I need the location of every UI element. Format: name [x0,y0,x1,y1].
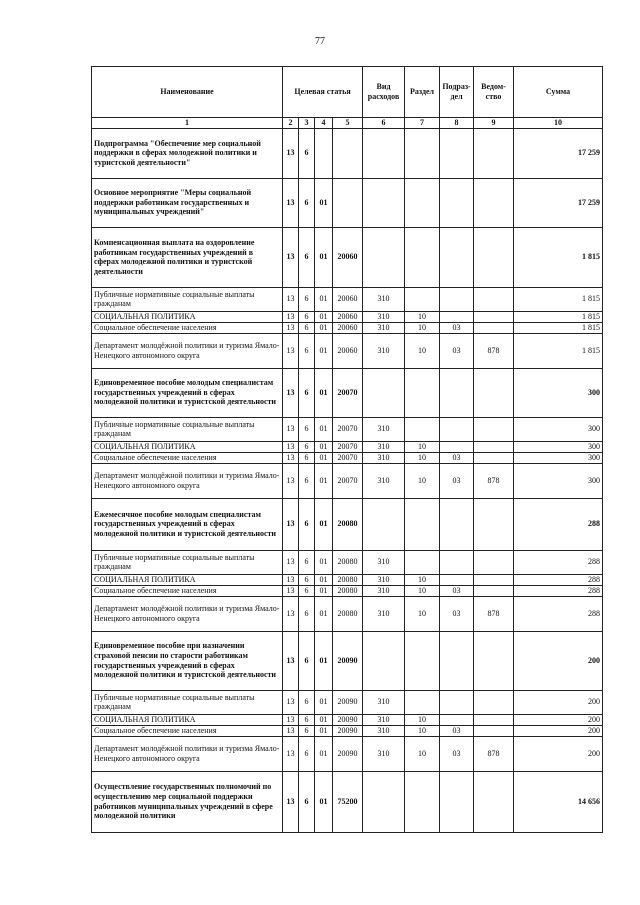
table-row [92,463,603,498]
row-code-c5: 20080 [333,498,363,550]
table-row [92,368,603,417]
page-number: 77 [315,36,325,47]
row-code-c2: 13 [283,311,299,322]
row-code-c2: 13 [283,227,299,287]
row-code-c8 [440,714,474,725]
row-name: Публичные нормативные социальные выплаты гражданам [92,417,283,441]
row-code-c9 [474,550,514,574]
row-code-c9 [474,227,514,287]
row-code-c2: 13 [283,631,299,690]
row-code-c9 [474,368,514,417]
row-code-c4: 01 [315,368,333,417]
column-number-cell: 10 [514,118,603,129]
row-code-c6: 310 [363,725,405,736]
table-body [92,128,603,832]
row-code-c7: 10 [405,322,440,333]
row-code-c8 [440,498,474,550]
row-code-c5: 20090 [333,690,363,714]
row-name: Компенсационная выплата на оздоровление работникам государственных учреждений в сферах молодежной политики и туристской деятельности [92,227,283,287]
row-name: Основное мероприятие "Меры социальной поддержки работникам государственных и муниципальных учреждений" [92,178,283,227]
table-row [92,574,603,585]
row-amount: 300 [514,368,603,417]
row-code-c4: 01 [315,736,333,771]
header-target-article: Целевая статья [283,67,363,118]
row-code-c6: 310 [363,417,405,441]
row-code-c3: 6 [299,452,315,463]
row-code-c8 [440,178,474,227]
row-code-c5: 20060 [333,287,363,311]
row-code-c6: 310 [363,311,405,322]
row-amount: 300 [514,417,603,441]
row-code-c5: 20080 [333,585,363,596]
row-code-c9 [474,128,514,178]
row-code-c8 [440,631,474,690]
row-code-c7: 10 [405,574,440,585]
row-name: Социальное обеспечение населения [92,452,283,463]
row-code-c6 [363,227,405,287]
row-code-c4: 01 [315,690,333,714]
row-code-c4: 01 [315,322,333,333]
row-code-c6 [363,368,405,417]
row-code-c5: 20080 [333,596,363,631]
column-number-cell: 5 [333,118,363,129]
row-code-c9 [474,417,514,441]
row-amount: 1 815 [514,227,603,287]
row-code-c5: 75200 [333,771,363,832]
row-code-c3: 6 [299,463,315,498]
table-row [92,322,603,333]
row-code-c5: 20080 [333,574,363,585]
row-name: Публичные нормативные социальные выплаты гражданам [92,550,283,574]
row-code-c3: 6 [299,550,315,574]
row-name: СОЦИАЛЬНАЯ ПОЛИТИКА [92,441,283,452]
row-code-c8: 03 [440,322,474,333]
row-code-c3: 6 [299,596,315,631]
row-name: Социальное обеспечение населения [92,585,283,596]
row-code-c9: 878 [474,333,514,368]
row-name: СОЦИАЛЬНАЯ ПОЛИТИКА [92,311,283,322]
row-code-c3: 6 [299,771,315,832]
row-code-c9 [474,441,514,452]
row-name: Публичные нормативные социальные выплаты гражданам [92,287,283,311]
row-code-c3: 6 [299,227,315,287]
row-code-c2: 13 [283,585,299,596]
table-row [92,631,603,690]
row-code-c4 [315,128,333,178]
table-row [92,585,603,596]
row-code-c9 [474,574,514,585]
row-code-c8: 03 [440,596,474,631]
row-code-c8: 03 [440,725,474,736]
row-code-c7: 10 [405,736,440,771]
row-code-c2: 13 [283,690,299,714]
row-code-c2: 13 [283,441,299,452]
row-code-c2: 13 [283,736,299,771]
row-code-c8 [440,311,474,322]
row-code-c8 [440,574,474,585]
row-code-c5: 20090 [333,631,363,690]
row-amount: 288 [514,596,603,631]
table-row [92,550,603,574]
row-amount: 288 [514,498,603,550]
row-code-c2: 13 [283,596,299,631]
row-code-c7: 10 [405,596,440,631]
row-name: Социальное обеспечение населения [92,322,283,333]
row-code-c8 [440,287,474,311]
table-row [92,690,603,714]
row-code-c6: 310 [363,736,405,771]
row-code-c3: 6 [299,322,315,333]
table-row [92,771,603,832]
row-code-c3: 6 [299,498,315,550]
row-code-c5: 20060 [333,333,363,368]
row-code-c5: 20090 [333,714,363,725]
row-code-c5: 20090 [333,725,363,736]
row-code-c4: 01 [315,287,333,311]
header-department: Ведом-ство [474,67,514,118]
table-row [92,725,603,736]
table-row [92,714,603,725]
row-amount: 200 [514,736,603,771]
row-name: Департамент молодёжной политики и туризма Ямало-Ненецкого автономного округа [92,596,283,631]
row-name: Социальное обеспечение населения [92,725,283,736]
row-code-c2: 13 [283,452,299,463]
row-code-c7 [405,178,440,227]
row-code-c4: 01 [315,596,333,631]
row-code-c4: 01 [315,725,333,736]
row-code-c6 [363,631,405,690]
row-code-c2: 13 [283,287,299,311]
row-code-c7 [405,631,440,690]
row-amount: 17 259 [514,128,603,178]
row-code-c5: 20070 [333,417,363,441]
row-code-c7: 10 [405,714,440,725]
row-code-c7 [405,128,440,178]
row-code-c6 [363,178,405,227]
row-name: Департамент молодёжной политики и туризма Ямало-Ненецкого автономного округа [92,463,283,498]
row-code-c3: 6 [299,585,315,596]
row-name: Единовременное пособие молодым специалистам государственных учреждений в сферах молодежной политики и туристской деятельности [92,368,283,417]
row-code-c4: 01 [315,441,333,452]
column-number-cell: 4 [315,118,333,129]
row-code-c5: 20090 [333,736,363,771]
row-code-c3: 6 [299,714,315,725]
row-code-c7 [405,417,440,441]
row-name: Осуществление государственных полномочий по осуществлению мер социальной поддержки работников муниципальных учреждений в сфере молодежной политики [92,771,283,832]
row-code-c2: 13 [283,574,299,585]
row-amount: 17 259 [514,178,603,227]
budget-table [91,66,603,833]
row-code-c4: 01 [315,585,333,596]
row-code-c5: 20060 [333,227,363,287]
header-subsection: Подраз-дел [440,67,474,118]
row-code-c5 [333,178,363,227]
table-row [92,178,603,227]
row-code-c7: 10 [405,463,440,498]
row-amount: 1 815 [514,311,603,322]
row-code-c4: 01 [315,714,333,725]
row-code-c7: 10 [405,441,440,452]
row-code-c5: 20070 [333,368,363,417]
row-code-c4: 01 [315,463,333,498]
table-row [92,452,603,463]
row-code-c6: 310 [363,441,405,452]
row-name: Департамент молодёжной политики и туризма Ямало-Ненецкого автономного округа [92,333,283,368]
table-row [92,596,603,631]
row-code-c7 [405,227,440,287]
row-code-c8: 03 [440,736,474,771]
header-row [92,67,603,118]
row-amount: 300 [514,441,603,452]
row-amount: 300 [514,452,603,463]
row-code-c2: 13 [283,498,299,550]
row-code-c4: 01 [315,227,333,287]
column-number-cell: 2 [283,118,299,129]
row-name: Единовременное пособие при назначении страховой пенсии по старости работникам государственных учреждений в сферах молодежной политики и туристской деятельности [92,631,283,690]
row-code-c5: 20070 [333,452,363,463]
column-number-cell: 6 [363,118,405,129]
row-code-c3: 6 [299,287,315,311]
row-code-c7: 10 [405,585,440,596]
table-row [92,311,603,322]
row-code-c3: 6 [299,574,315,585]
row-code-c9 [474,690,514,714]
row-code-c9 [474,311,514,322]
row-code-c2: 13 [283,417,299,441]
row-code-c4: 01 [315,771,333,832]
row-code-c8 [440,368,474,417]
row-code-c2: 13 [283,333,299,368]
row-code-c9 [474,631,514,690]
row-name: Ежемесячное пособие молодым специалистам государственных учреждений в сферах молодежной политики и туристской деятельности [92,498,283,550]
row-code-c2: 13 [283,725,299,736]
row-amount: 14 656 [514,771,603,832]
row-code-c7: 10 [405,725,440,736]
row-code-c6: 310 [363,690,405,714]
row-code-c3: 6 [299,178,315,227]
row-code-c5: 20060 [333,311,363,322]
table-row [92,417,603,441]
row-code-c2: 13 [283,178,299,227]
column-number-cell: 3 [299,118,315,129]
row-code-c9 [474,178,514,227]
header-name: Наименование [92,67,283,118]
row-code-c9 [474,287,514,311]
row-code-c4: 01 [315,417,333,441]
row-code-c6: 310 [363,550,405,574]
row-amount: 200 [514,714,603,725]
table-row [92,287,603,311]
row-code-c6: 310 [363,287,405,311]
row-code-c9 [474,725,514,736]
row-code-c9: 878 [474,736,514,771]
row-code-c7 [405,498,440,550]
row-amount: 1 815 [514,322,603,333]
row-amount: 1 815 [514,333,603,368]
column-number-cell: 8 [440,118,474,129]
row-code-c6: 310 [363,322,405,333]
row-amount: 288 [514,585,603,596]
row-name: СОЦИАЛЬНАЯ ПОЛИТИКА [92,714,283,725]
row-code-c6 [363,771,405,832]
row-code-c2: 13 [283,463,299,498]
row-code-c9: 878 [474,463,514,498]
row-amount: 200 [514,631,603,690]
row-name: СОЦИАЛЬНАЯ ПОЛИТИКА [92,574,283,585]
row-code-c8 [440,771,474,832]
row-code-c9: 878 [474,596,514,631]
table-row [92,333,603,368]
row-code-c2: 13 [283,322,299,333]
row-code-c7 [405,771,440,832]
row-amount: 288 [514,550,603,574]
row-code-c7: 10 [405,311,440,322]
header-amount: Сумма [514,67,603,118]
row-code-c4: 01 [315,498,333,550]
row-name: Подпрограмма "Обеспечение мер социальной поддержки в сферах молодежной политики и туристской деятельности" [92,128,283,178]
row-code-c5 [333,128,363,178]
row-code-c8 [440,417,474,441]
header-expense-type: Вид расходов [363,67,405,118]
row-code-c3: 6 [299,631,315,690]
row-code-c8: 03 [440,452,474,463]
row-code-c5: 20070 [333,463,363,498]
row-code-c5: 20070 [333,441,363,452]
column-number-cell: 7 [405,118,440,129]
row-code-c2: 13 [283,550,299,574]
row-code-c7 [405,690,440,714]
row-code-c9 [474,714,514,725]
row-amount: 288 [514,574,603,585]
table-row [92,227,603,287]
table-row [92,128,603,178]
table-row [92,736,603,771]
row-code-c8 [440,128,474,178]
column-number-row [92,118,603,129]
row-code-c8 [440,550,474,574]
row-code-c2: 13 [283,368,299,417]
row-code-c6: 310 [363,333,405,368]
row-code-c4: 01 [315,178,333,227]
row-code-c4: 01 [315,550,333,574]
row-code-c5: 20080 [333,550,363,574]
column-number-cell: 9 [474,118,514,129]
row-name: Департамент молодёжной политики и туризма Ямало-Ненецкого автономного округа [92,736,283,771]
row-code-c7 [405,550,440,574]
row-code-c8: 03 [440,333,474,368]
row-code-c4: 01 [315,574,333,585]
row-code-c7: 10 [405,333,440,368]
row-code-c3: 6 [299,725,315,736]
row-code-c2: 13 [283,714,299,725]
row-code-c3: 6 [299,690,315,714]
row-amount: 1 815 [514,287,603,311]
row-code-c8 [440,441,474,452]
row-code-c9 [474,452,514,463]
row-code-c3: 6 [299,736,315,771]
row-code-c3: 6 [299,128,315,178]
row-amount: 300 [514,463,603,498]
row-code-c6: 310 [363,452,405,463]
row-code-c5: 20060 [333,322,363,333]
row-code-c4: 01 [315,631,333,690]
row-code-c7 [405,287,440,311]
row-code-c6: 310 [363,463,405,498]
row-code-c2: 13 [283,128,299,178]
row-code-c2: 13 [283,771,299,832]
row-code-c7 [405,368,440,417]
row-code-c6: 310 [363,714,405,725]
table-row [92,441,603,452]
row-code-c8 [440,227,474,287]
row-code-c9 [474,322,514,333]
column-number-cell: 1 [92,118,283,129]
row-code-c3: 6 [299,368,315,417]
row-code-c3: 6 [299,333,315,368]
row-code-c4: 01 [315,333,333,368]
row-amount: 200 [514,725,603,736]
row-amount: 200 [514,690,603,714]
row-code-c3: 6 [299,311,315,322]
row-code-c8: 03 [440,585,474,596]
row-code-c6: 310 [363,574,405,585]
row-code-c6 [363,498,405,550]
header-section: Раздел [405,67,440,118]
row-code-c4: 01 [315,452,333,463]
row-code-c4: 01 [315,311,333,322]
row-code-c8: 03 [440,463,474,498]
row-code-c7: 10 [405,452,440,463]
row-code-c9 [474,585,514,596]
table-row [92,498,603,550]
row-code-c3: 6 [299,417,315,441]
row-code-c8 [440,690,474,714]
row-code-c3: 6 [299,441,315,452]
row-code-c6: 310 [363,596,405,631]
row-code-c6: 310 [363,585,405,596]
row-code-c6 [363,128,405,178]
row-code-c9 [474,771,514,832]
row-name: Публичные нормативные социальные выплаты гражданам [92,690,283,714]
row-code-c9 [474,498,514,550]
